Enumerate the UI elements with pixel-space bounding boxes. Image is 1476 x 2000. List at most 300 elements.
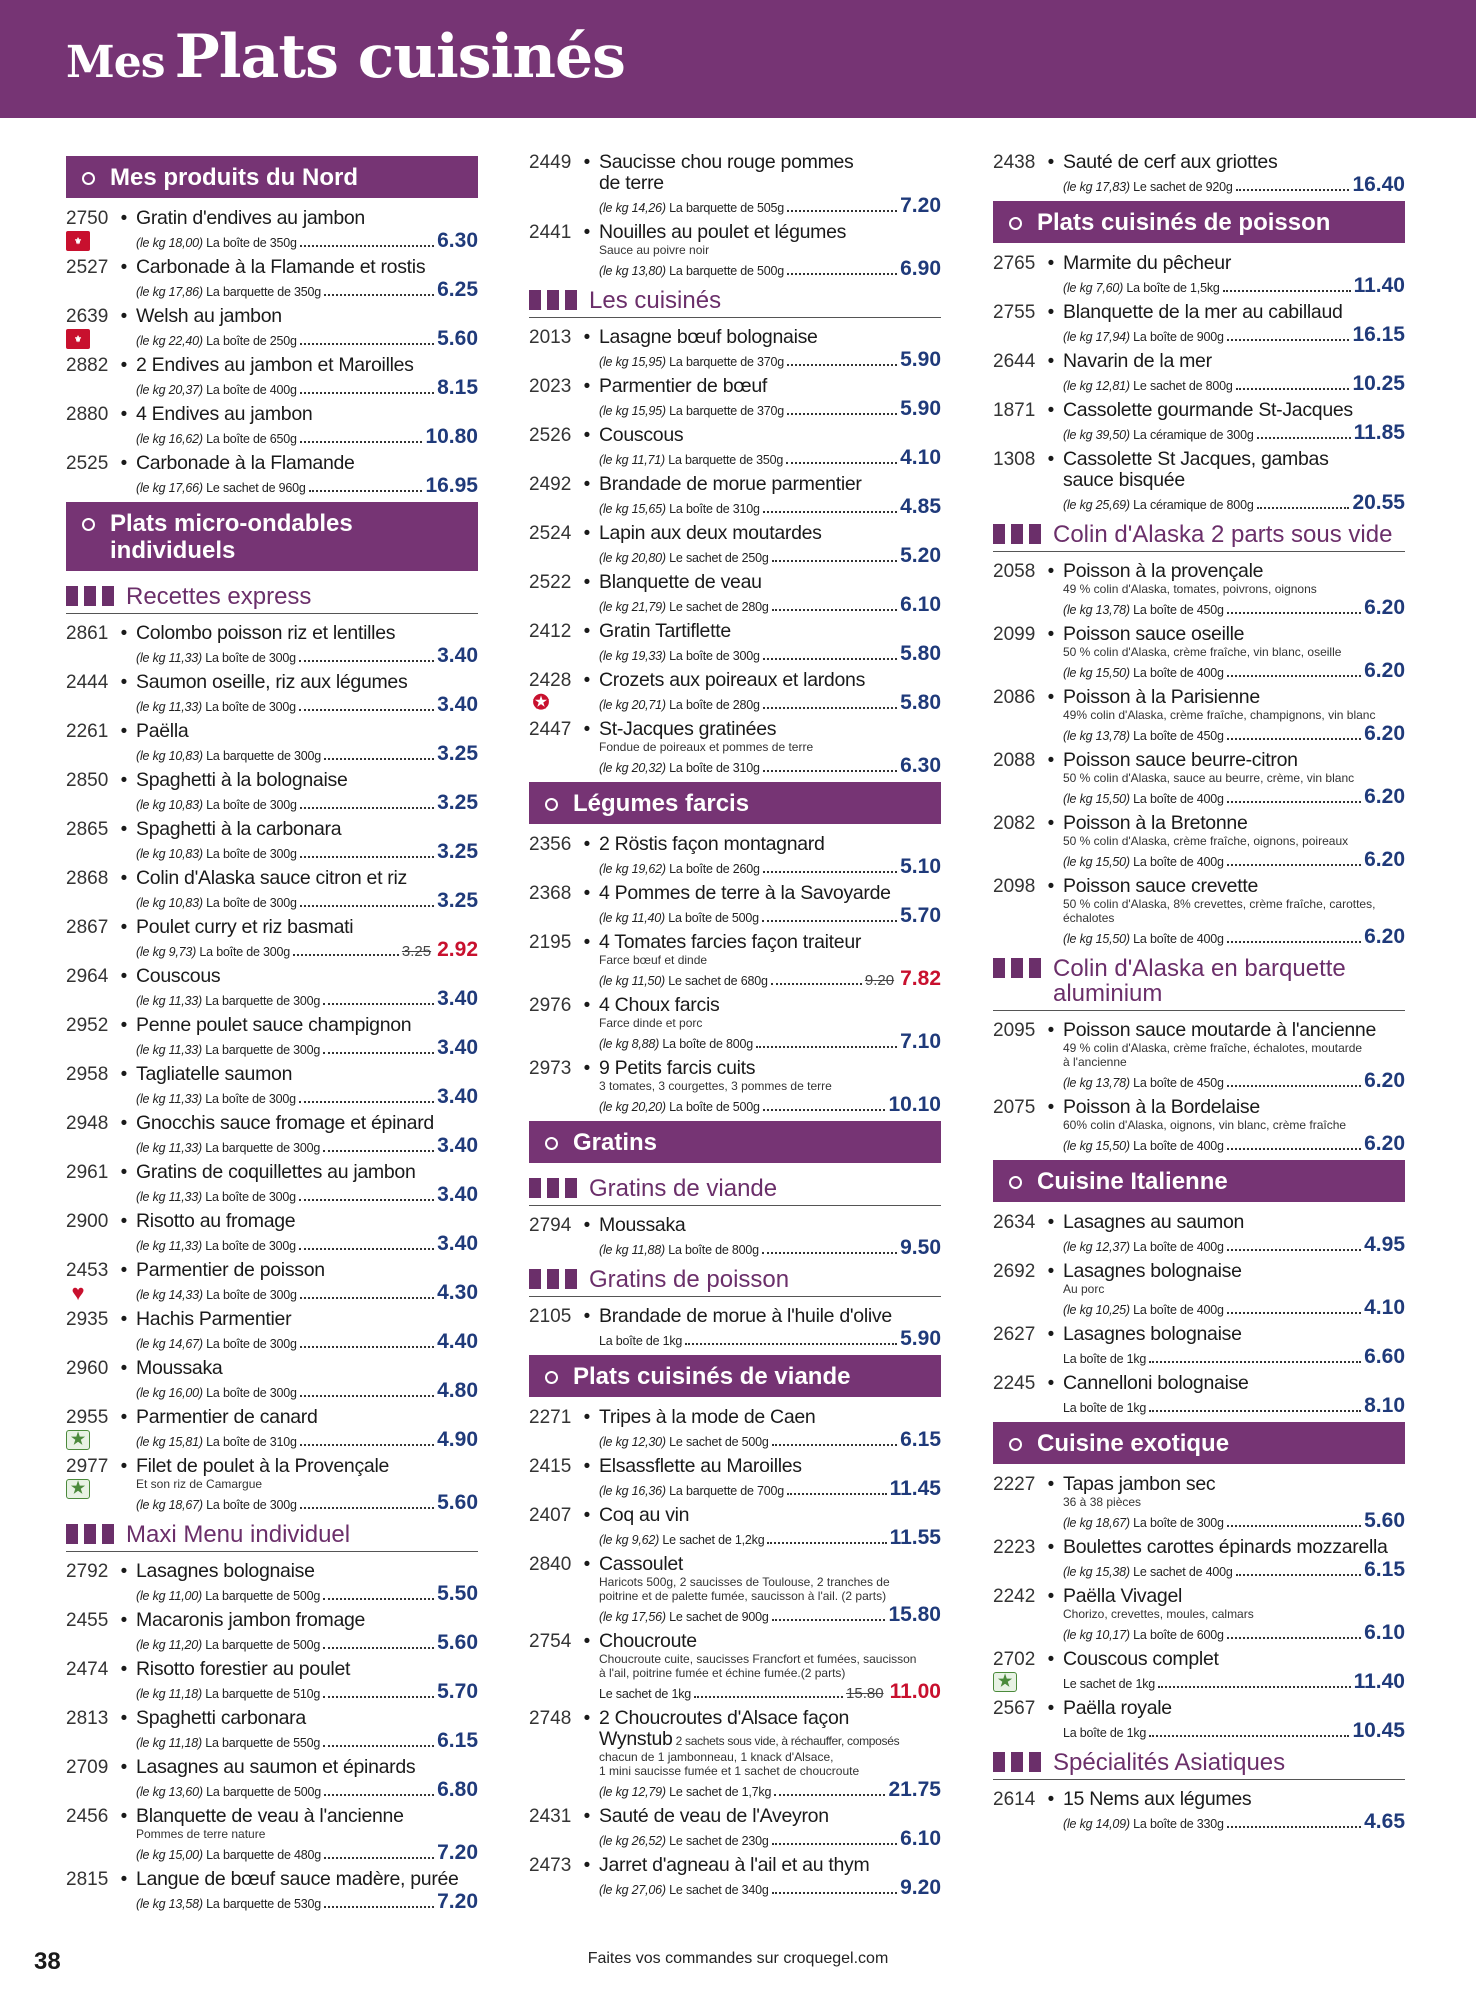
product-code: 2952 [66,1015,109,1036]
product-packaging [136,1896,321,1912]
price: 5.10 [900,855,941,878]
product-body [1063,1020,1405,1093]
product-body [1063,400,1405,445]
product-code: 2438 [993,152,1036,173]
pack-size: La boîte de 600g [1133,1628,1224,1642]
bullet-icon: • [1047,1097,1055,1118]
product-code: 2099 [993,624,1036,645]
pack-size: Le sachet de 1kg [599,1687,692,1701]
product-code: 2634 [993,1212,1036,1233]
price-per-kg: (le kg 18,00) [136,236,203,250]
product-packaging [136,1042,320,1058]
pack-size: La boîte de 800g [662,1037,754,1051]
pack-size: La boîte de 300g [205,651,296,665]
dotted-leader [1158,1686,1351,1688]
dotted-leader [323,1745,434,1747]
price-per-kg: (le kg 11,33) [136,1141,202,1155]
product-code: 2882 [66,355,109,376]
product-packaging [1063,1676,1155,1692]
product-body [136,1456,478,1515]
product-name: Penne poulet sauce champignon [136,1014,412,1036]
product-description: Pommes de terre nature [136,1827,266,1841]
price-line [599,257,941,281]
dotted-leader [299,709,434,711]
product-packaging [599,973,768,989]
promo-price: 11.00 [889,1680,941,1703]
product-item [529,152,941,218]
region-logo-icon: ⚜ [66,329,90,349]
bullet-icon: • [120,770,128,791]
product-item [66,1064,478,1109]
product-description: Farce dinde et porc [599,1016,703,1030]
product-item [529,670,941,715]
price: 3.40 [437,987,478,1010]
bullet-icon: • [583,425,591,446]
dotted-leader [774,1794,885,1796]
product-name: Poisson sauce beurre-citron [1063,749,1298,771]
pack-size: La barquette de 300g [205,994,321,1008]
product-packaging [1063,427,1254,443]
price-line [599,642,941,666]
bullet-icon: • [583,1554,591,1575]
product-body [599,932,941,991]
pack-size: La boîte de 300g [199,945,291,959]
price: 3.40 [437,1085,478,1108]
price-per-kg: (le kg 15,00) [136,1848,203,1862]
product-packaging [136,1238,296,1254]
product-body [136,355,478,400]
product-code: 2075 [993,1097,1036,1118]
product-body [136,404,478,449]
product-code: 2412 [529,621,572,642]
price: 3.25 [437,840,478,863]
price: 5.60 [437,1631,478,1654]
price-per-kg: (le kg 10,83) [136,896,203,910]
bullet-icon: • [1047,152,1055,173]
product-packaging [1063,280,1220,296]
product-packaging [599,1882,769,1898]
dotted-leader [300,392,434,394]
product-description: 50 % colin d'Alaska, 8% crevettes, crème fraîche, carottes, [1063,897,1376,911]
dotted-leader [787,413,897,415]
product-name: Paëlla Vivagel [1063,1585,1183,1607]
price-per-kg: (le kg 20,20) [599,1100,666,1114]
price-per-kg: (le kg 13,78) [1063,1076,1130,1090]
product-packaging [136,1385,297,1401]
dotted-leader [324,1857,434,1859]
product-item [993,1649,1405,1694]
price-line [136,1134,478,1158]
page-title [66,22,625,92]
pack-size: La boîte de 400g [1133,932,1224,946]
bullet-icon: • [583,523,591,544]
price-line [1063,1132,1405,1156]
price-per-kg: (le kg 20,71) [599,698,666,712]
product-name: Gratins de coquillettes au jambon [136,1161,416,1183]
product-item [529,1806,941,1851]
price-line [136,425,478,449]
product-body [1063,302,1405,347]
dotted-leader [1227,675,1361,677]
product-item [529,1058,941,1117]
bullet-icon: • [120,1869,128,1890]
product-body [599,670,941,715]
product-code: 2474 [66,1659,109,1680]
dotted-leader [324,294,434,296]
product-description: Chorizo, crevettes, moules, calmars [1063,1607,1254,1621]
product-name: Cassolette St Jacques, gambas [1063,448,1329,470]
product-body [136,1358,478,1403]
product-item [993,1698,1405,1743]
bullet-icon: • [120,1659,128,1680]
price-per-kg: (le kg 15,50) [1063,855,1130,869]
product-packaging [136,944,290,960]
price-line [1063,659,1405,683]
column-right [993,152,1405,1838]
product-body [599,995,941,1054]
bullet-icon: • [1047,687,1055,708]
product-body [599,1806,941,1851]
product-packaging [599,910,759,926]
price: 16.15 [1352,323,1405,346]
product-description: 49 % colin d'Alaska, crème fraîche, échalotes, moutarde [1063,1041,1363,1055]
bullet-icon: • [120,1309,128,1330]
product-item [993,1097,1405,1156]
product-name: Gratin d'endives au jambon [136,207,365,229]
pack-size: La boîte de 650g [206,432,297,446]
product-code: 2960 [66,1358,109,1379]
price: 6.80 [437,1778,478,1801]
product-packaging [599,1686,691,1702]
price-per-kg: (le kg 39,50) [1063,428,1130,442]
section-header-plats-viande: Plats cuisinés de viande [529,1355,941,1397]
product-item [529,621,941,666]
product-packaging [1063,1515,1224,1531]
bullet-icon: • [583,1708,591,1729]
price: 6.20 [1364,1132,1405,1155]
product-item [66,1260,478,1305]
section-header-gratins: Gratins [529,1121,941,1163]
product-name: Lasagnes bolognaise [136,1560,315,1582]
price-per-kg: (le kg 15,95) [599,404,666,418]
bullet-icon: • [120,868,128,889]
product-code: 2840 [529,1554,572,1575]
product-name: Poisson sauce oseille [1063,623,1245,645]
list-cuisine-italienne [993,1212,1405,1418]
price: 5.70 [437,1680,478,1703]
section-header-cuisine-exotique: Cuisine exotique [993,1422,1405,1464]
product-code: 2567 [993,1698,1036,1719]
price: 6.20 [1364,596,1405,619]
pack-size: La barquette de 500g [205,1589,321,1603]
price-per-kg: (le kg 22,40) [136,334,203,348]
product-code: 2709 [66,1757,109,1778]
price: 4.30 [437,1281,478,1304]
bullet-icon: • [583,1306,591,1327]
product-packaging [599,1434,769,1450]
price: 7.20 [437,1841,478,1864]
product-packaging [136,1847,321,1863]
bars-icon [529,1269,581,1289]
product-packaging [599,1784,771,1800]
product-body [1063,813,1405,872]
dotted-leader [1227,1637,1361,1639]
product-item [66,257,478,302]
product-packaging [599,1333,682,1349]
price-per-kg: (le kg 11,50) [599,974,665,988]
product-code: 2086 [993,687,1036,708]
product-code: 2492 [529,474,572,495]
product-body [1063,1212,1405,1257]
product-body [1063,1261,1405,1320]
dotted-leader [1227,738,1361,740]
product-name: Blanquette de la mer au cabillaud [1063,301,1343,323]
subsection-header-colin-barquette: Colin d'Alaska en barquette aluminium [993,953,1405,1011]
bullet-icon: • [583,834,591,855]
product-body [599,1554,941,1627]
pack-size: Le sachet de 680g [668,974,768,988]
pack-size: La céramique de 800g [1133,498,1254,512]
price-line [136,1232,478,1256]
price: 5.90 [900,1327,941,1350]
dotted-leader [309,490,423,492]
product-packaging [136,382,297,398]
column-middle [529,152,941,1904]
dotted-leader [1227,339,1350,341]
product-name: Couscous complet [1063,1648,1219,1670]
section-header-legumes-farcis: Légumes farcis [529,782,941,824]
product-name: Gnocchis sauce fromage et épinard [136,1112,434,1134]
price: 6.25 [437,278,478,301]
product-name: Marmite du pêcheur [1063,252,1232,274]
product-packaging [1063,1627,1224,1643]
dotted-leader [767,1542,886,1544]
dotted-leader [324,1794,434,1796]
product-item [993,561,1405,620]
bullet-icon: • [1047,750,1055,771]
product-packaging [136,650,296,666]
price: 11.55 [889,1526,941,1549]
product-item [66,1211,478,1256]
price-line [599,348,941,372]
product-item [66,623,478,668]
product-packaging [136,699,296,715]
product-code: 2441 [529,222,572,243]
region-logo-icon: ⚜ [66,231,90,251]
product-code: 2850 [66,770,109,791]
product-name: Poisson à la provençale [1063,560,1264,582]
price-per-kg: (le kg 11,00) [136,1589,202,1603]
product-packaging [599,1483,784,1499]
dotted-leader [787,210,897,212]
bullet-icon: • [120,819,128,840]
price-line [599,593,941,617]
product-code: 2961 [66,1162,109,1183]
bullet-icon: • [1047,1212,1055,1233]
pack-size: La barquette de 480g [206,1848,322,1862]
old-price: 3.25 [401,943,432,960]
product-item [529,1407,941,1452]
price-per-kg: (le kg 18,67) [1063,1516,1130,1530]
product-item [66,1309,478,1354]
section-header-cuisine-italienne: Cuisine Italienne [993,1160,1405,1202]
product-packaging [136,1434,297,1450]
pack-size: La boîte de 250g [206,334,297,348]
product-code: 2794 [529,1215,572,1236]
price: 6.20 [1364,659,1405,682]
product-body [1063,687,1405,746]
product-item [66,917,478,962]
dotted-leader [1227,1525,1361,1527]
product-code: 2948 [66,1113,109,1134]
product-item [993,687,1405,746]
product-name: Brandade de morue à l'huile d'olive [599,1305,892,1327]
product-body [1063,351,1405,396]
price: 5.80 [900,691,941,714]
pack-size: La boîte de 450g [1133,603,1224,617]
pack-size: Le sachet de 250g [669,551,769,565]
product-description: 50 % colin d'Alaska, crème fraîche, vin blanc, oseille [1063,645,1342,659]
price-line [136,791,478,815]
price: 5.70 [900,904,941,927]
price: 10.45 [1352,1719,1405,1742]
list-middle-top [529,152,941,281]
price: 4.95 [1364,1233,1405,1256]
price-per-kg: (le kg 17,66) [136,481,203,495]
product-item [993,750,1405,809]
price: 6.15 [437,1729,478,1752]
pack-size: La céramique de 300g [1133,428,1254,442]
pack-size: La boîte de 310g [206,1435,297,1449]
product-code: 2755 [993,302,1036,323]
pack-size: La boîte de 800g [668,1243,759,1257]
product-packaging [1063,1400,1146,1416]
price-per-kg: (le kg 17,94) [1063,330,1130,344]
product-item [529,376,941,421]
product-name: Poisson à la Bordelaise [1063,1096,1260,1118]
dotted-leader [1227,612,1361,614]
product-body [136,1708,478,1753]
product-description: Farce bœuf et dinde [599,953,708,967]
product-body [136,306,478,351]
product-code: 2227 [993,1474,1036,1495]
price: 6.90 [900,257,941,280]
price-line [599,397,941,421]
price-per-kg: (le kg 10,17) [1063,1628,1130,1642]
bullet-icon: • [583,376,591,397]
product-item [993,1261,1405,1320]
bullet-icon: • [583,883,591,904]
bullet-icon: • [1047,1586,1055,1607]
pack-size: Le sachet de 1,2kg [662,1533,765,1547]
dotted-leader [772,609,897,611]
dotted-leader [1227,1312,1361,1314]
price-line [136,474,478,498]
product-code: 2473 [529,1855,572,1876]
bullet-icon: • [120,1806,128,1827]
price-line [599,446,941,470]
product-body [599,1505,941,1550]
bullet-icon: • [120,355,128,376]
price-line [599,904,941,928]
product-packaging [1063,1138,1224,1154]
product-item [993,1020,1405,1093]
bullet-icon: • [583,152,591,173]
price: 5.50 [437,1582,478,1605]
bullet-icon: • [1047,1324,1055,1345]
dotted-leader [323,1696,434,1698]
product-name: 4 Pommes de terre à la Savoyarde [599,882,891,904]
product-name: Saumon oseille, riz aux légumes [136,671,408,693]
price: 6.10 [1364,1621,1405,1644]
price-per-kg: (le kg 11,18) [136,1687,202,1701]
price-line [136,938,478,962]
pack-size: La boîte de 400g [1133,1240,1224,1254]
list-maxi-menu [66,1561,478,1914]
product-code: 2627 [993,1324,1036,1345]
price-line [1063,1345,1405,1369]
pack-size: La boîte de 1kg [599,1334,683,1348]
product-item [529,1215,941,1260]
price-per-kg: (le kg 26,52) [599,1834,666,1848]
dotted-leader [323,1647,434,1649]
product-packaging [1063,602,1224,618]
product-name: Carbonade à la Flamande et rostis [136,256,426,278]
dotted-leader [300,1346,434,1348]
product-code: 2098 [993,876,1036,897]
bullet-icon: • [120,1260,128,1281]
pack-size: La barquette de 500g [669,264,785,278]
product-body [136,257,478,302]
price: 15.80 [888,1603,941,1626]
product-packaging [599,1833,769,1849]
product-body [136,1561,478,1606]
price-per-kg: (le kg 16,00) [136,1386,203,1400]
price-per-kg: (le kg 17,56) [599,1610,666,1624]
price-line [136,987,478,1011]
product-body [1063,876,1405,949]
product-code: 2415 [529,1456,572,1477]
product-packaging [1063,931,1224,947]
product-packaging [599,403,784,419]
dotted-leader [300,245,434,247]
product-description: Au porc [1063,1282,1105,1296]
product-item [993,1373,1405,1418]
price: 6.20 [1364,925,1405,948]
dotted-leader [293,954,399,956]
product-code: 2702 [993,1649,1036,1670]
pack-size: Le sachet de 400g [1133,1565,1233,1579]
price-line [599,855,941,879]
bullet-icon: • [583,995,591,1016]
bullet-icon: • [120,1561,128,1582]
product-item [66,1162,478,1207]
price: 6.10 [900,1827,941,1850]
price-line [1063,1296,1405,1320]
bullet-icon: • [583,1456,591,1477]
product-name: Lasagnes bolognaise [1063,1323,1242,1345]
pack-size: La boîte de 300g [206,896,297,910]
dotted-leader [300,1444,434,1446]
product-body [136,966,478,1011]
product-item [529,883,941,928]
price: 11.40 [1353,274,1405,297]
bullet-icon: • [120,623,128,644]
pack-size: Le sachet de 1,7kg [669,1785,772,1799]
price: 10.80 [425,425,478,448]
old-price: 15.80 [846,1685,884,1702]
product-body [1063,253,1405,298]
